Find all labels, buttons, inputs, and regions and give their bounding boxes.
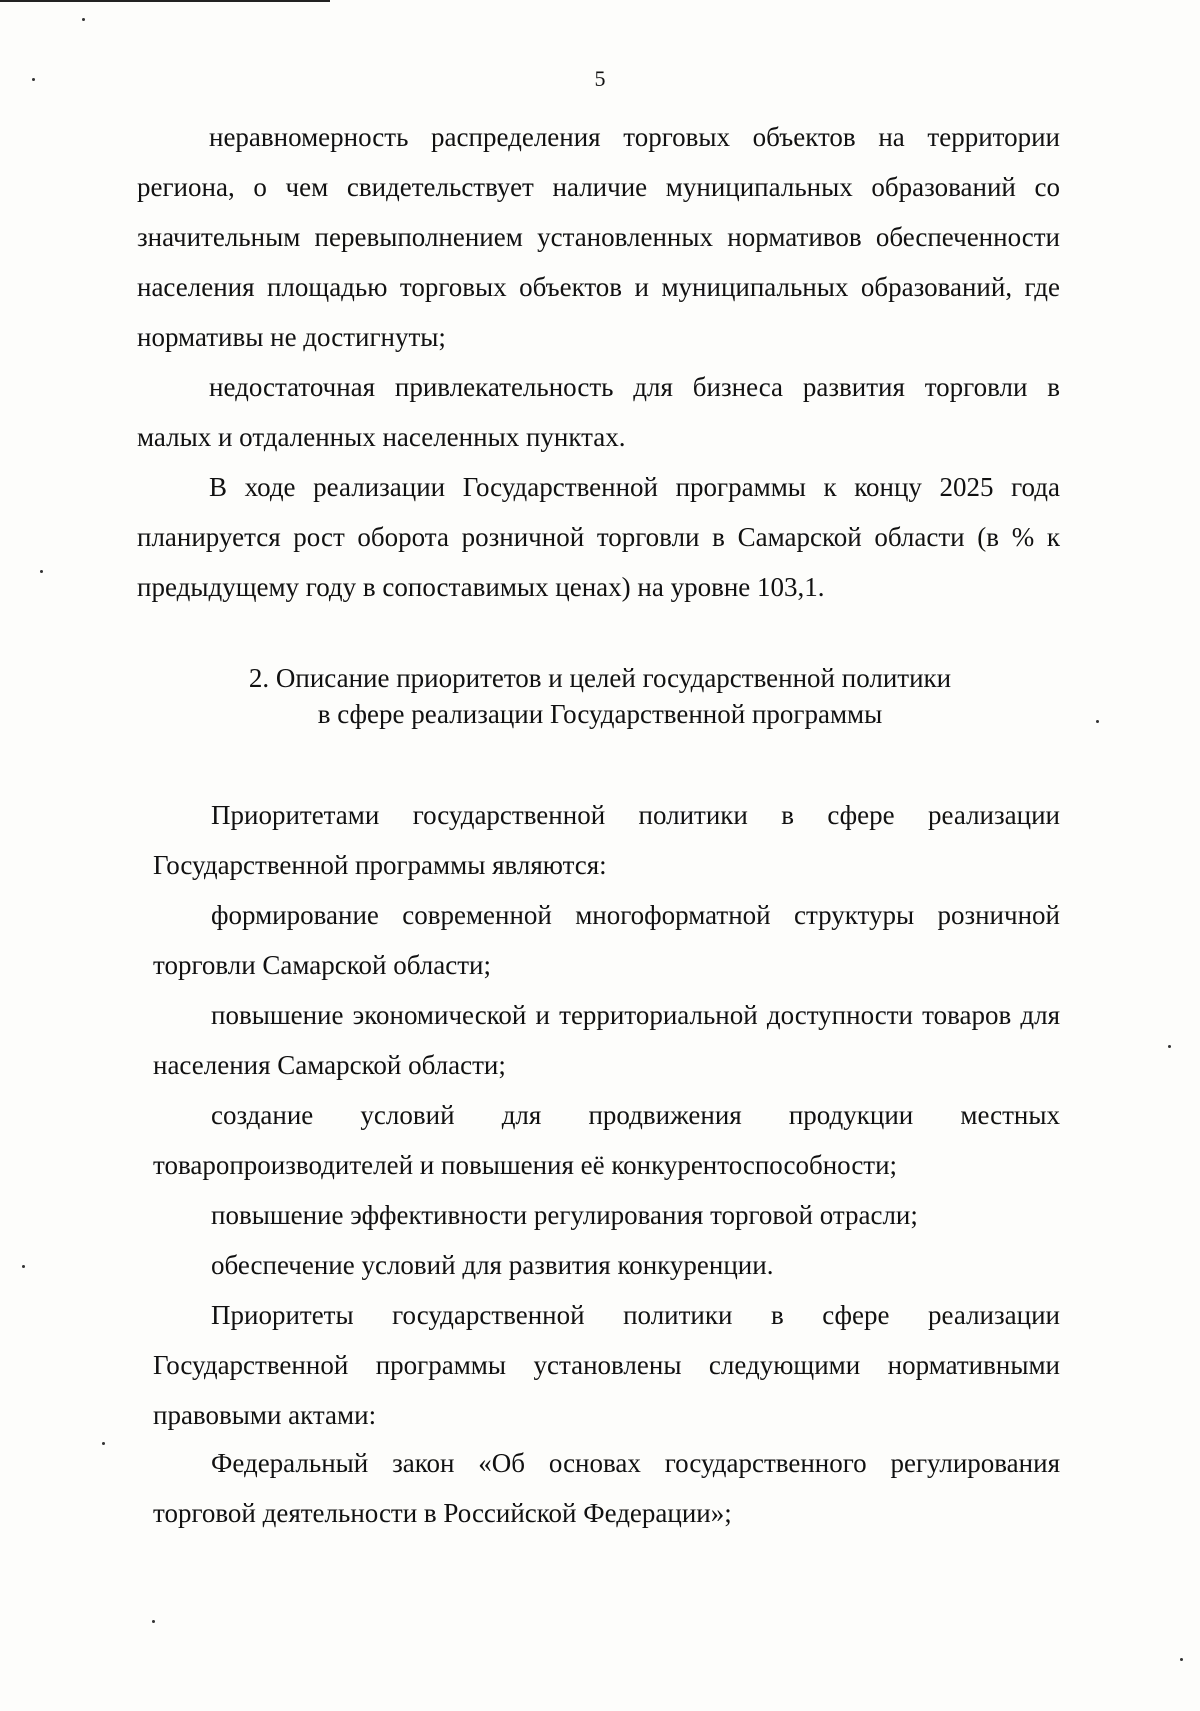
section-heading <box>150 660 1050 732</box>
paragraph-turnover-growth: В ходе реализации Государственной программы к концу 2025 года планируется рост оборота розничной торговли в Самарской области (в % к предыдущему году в сопоставимых ценах) на уровне 103,1. <box>137 472 1060 602</box>
paragraph-legal-acts-intro: Приоритеты государственной политики в сфере реализации Государственной программы установлены следующими нормативными правовыми актами: <box>153 1300 1060 1430</box>
paragraph-low-attractiveness: недостаточная привлекательность для бизнеса развития торговли в малых и отдаленных населенных пунктах. <box>137 372 1060 452</box>
scan-speck <box>152 1620 155 1623</box>
scan-speck <box>32 78 35 81</box>
scan-speck <box>40 570 43 573</box>
scan-speck <box>1096 720 1099 723</box>
section-heading-line1: 2. Описание приоритетов и целей государственной политики <box>248 663 952 693</box>
paragraph-uneven-distribution: неравномерность распределения торговых объектов на территории региона, о чем свидетельствует наличие муниципальных образований со значительным перевыполнением установленных нормативов обеспеченности населения площадью торговых объектов и муниципальных образований, где нормативы не достигнуты; <box>137 122 1060 352</box>
paragraph-federal-law: Федеральный закон «Об основах государственного регулирования торговой деятельности в Российской Федерации»; <box>153 1448 1060 1528</box>
paragraph-priority-structure: формирование современной многоформатной структуры розничной торговли Самарской области; <box>153 900 1060 980</box>
paragraph-priority-regulation: повышение эффективности регулирования торговой отрасли; <box>211 1200 918 1230</box>
scan-speck <box>102 1442 105 1445</box>
paragraph-priority-accessibility: повышение экономической и территориальной доступности товаров для населения Самарской области; <box>153 1000 1060 1080</box>
scan-speck <box>82 18 85 21</box>
page-number: 5 <box>594 66 606 91</box>
paragraph-priorities-intro: Приоритетами государственной политики в сфере реализации Государственной программы являются: <box>153 800 1060 880</box>
section-heading-line2: в сфере реализации Государственной программы <box>317 699 883 729</box>
scan-speck <box>1180 1658 1183 1661</box>
scan-speck <box>1168 1045 1171 1048</box>
paragraph-priority-local-producers: создание условий для продвижения продукции местных товаропроизводителей и повышения её конкурентоспособности; <box>153 1100 1060 1180</box>
scan-speck <box>22 1265 25 1268</box>
scan-edge-line <box>0 0 330 2</box>
paragraph-priority-competition: обеспечение условий для развития конкуренции. <box>211 1250 774 1280</box>
